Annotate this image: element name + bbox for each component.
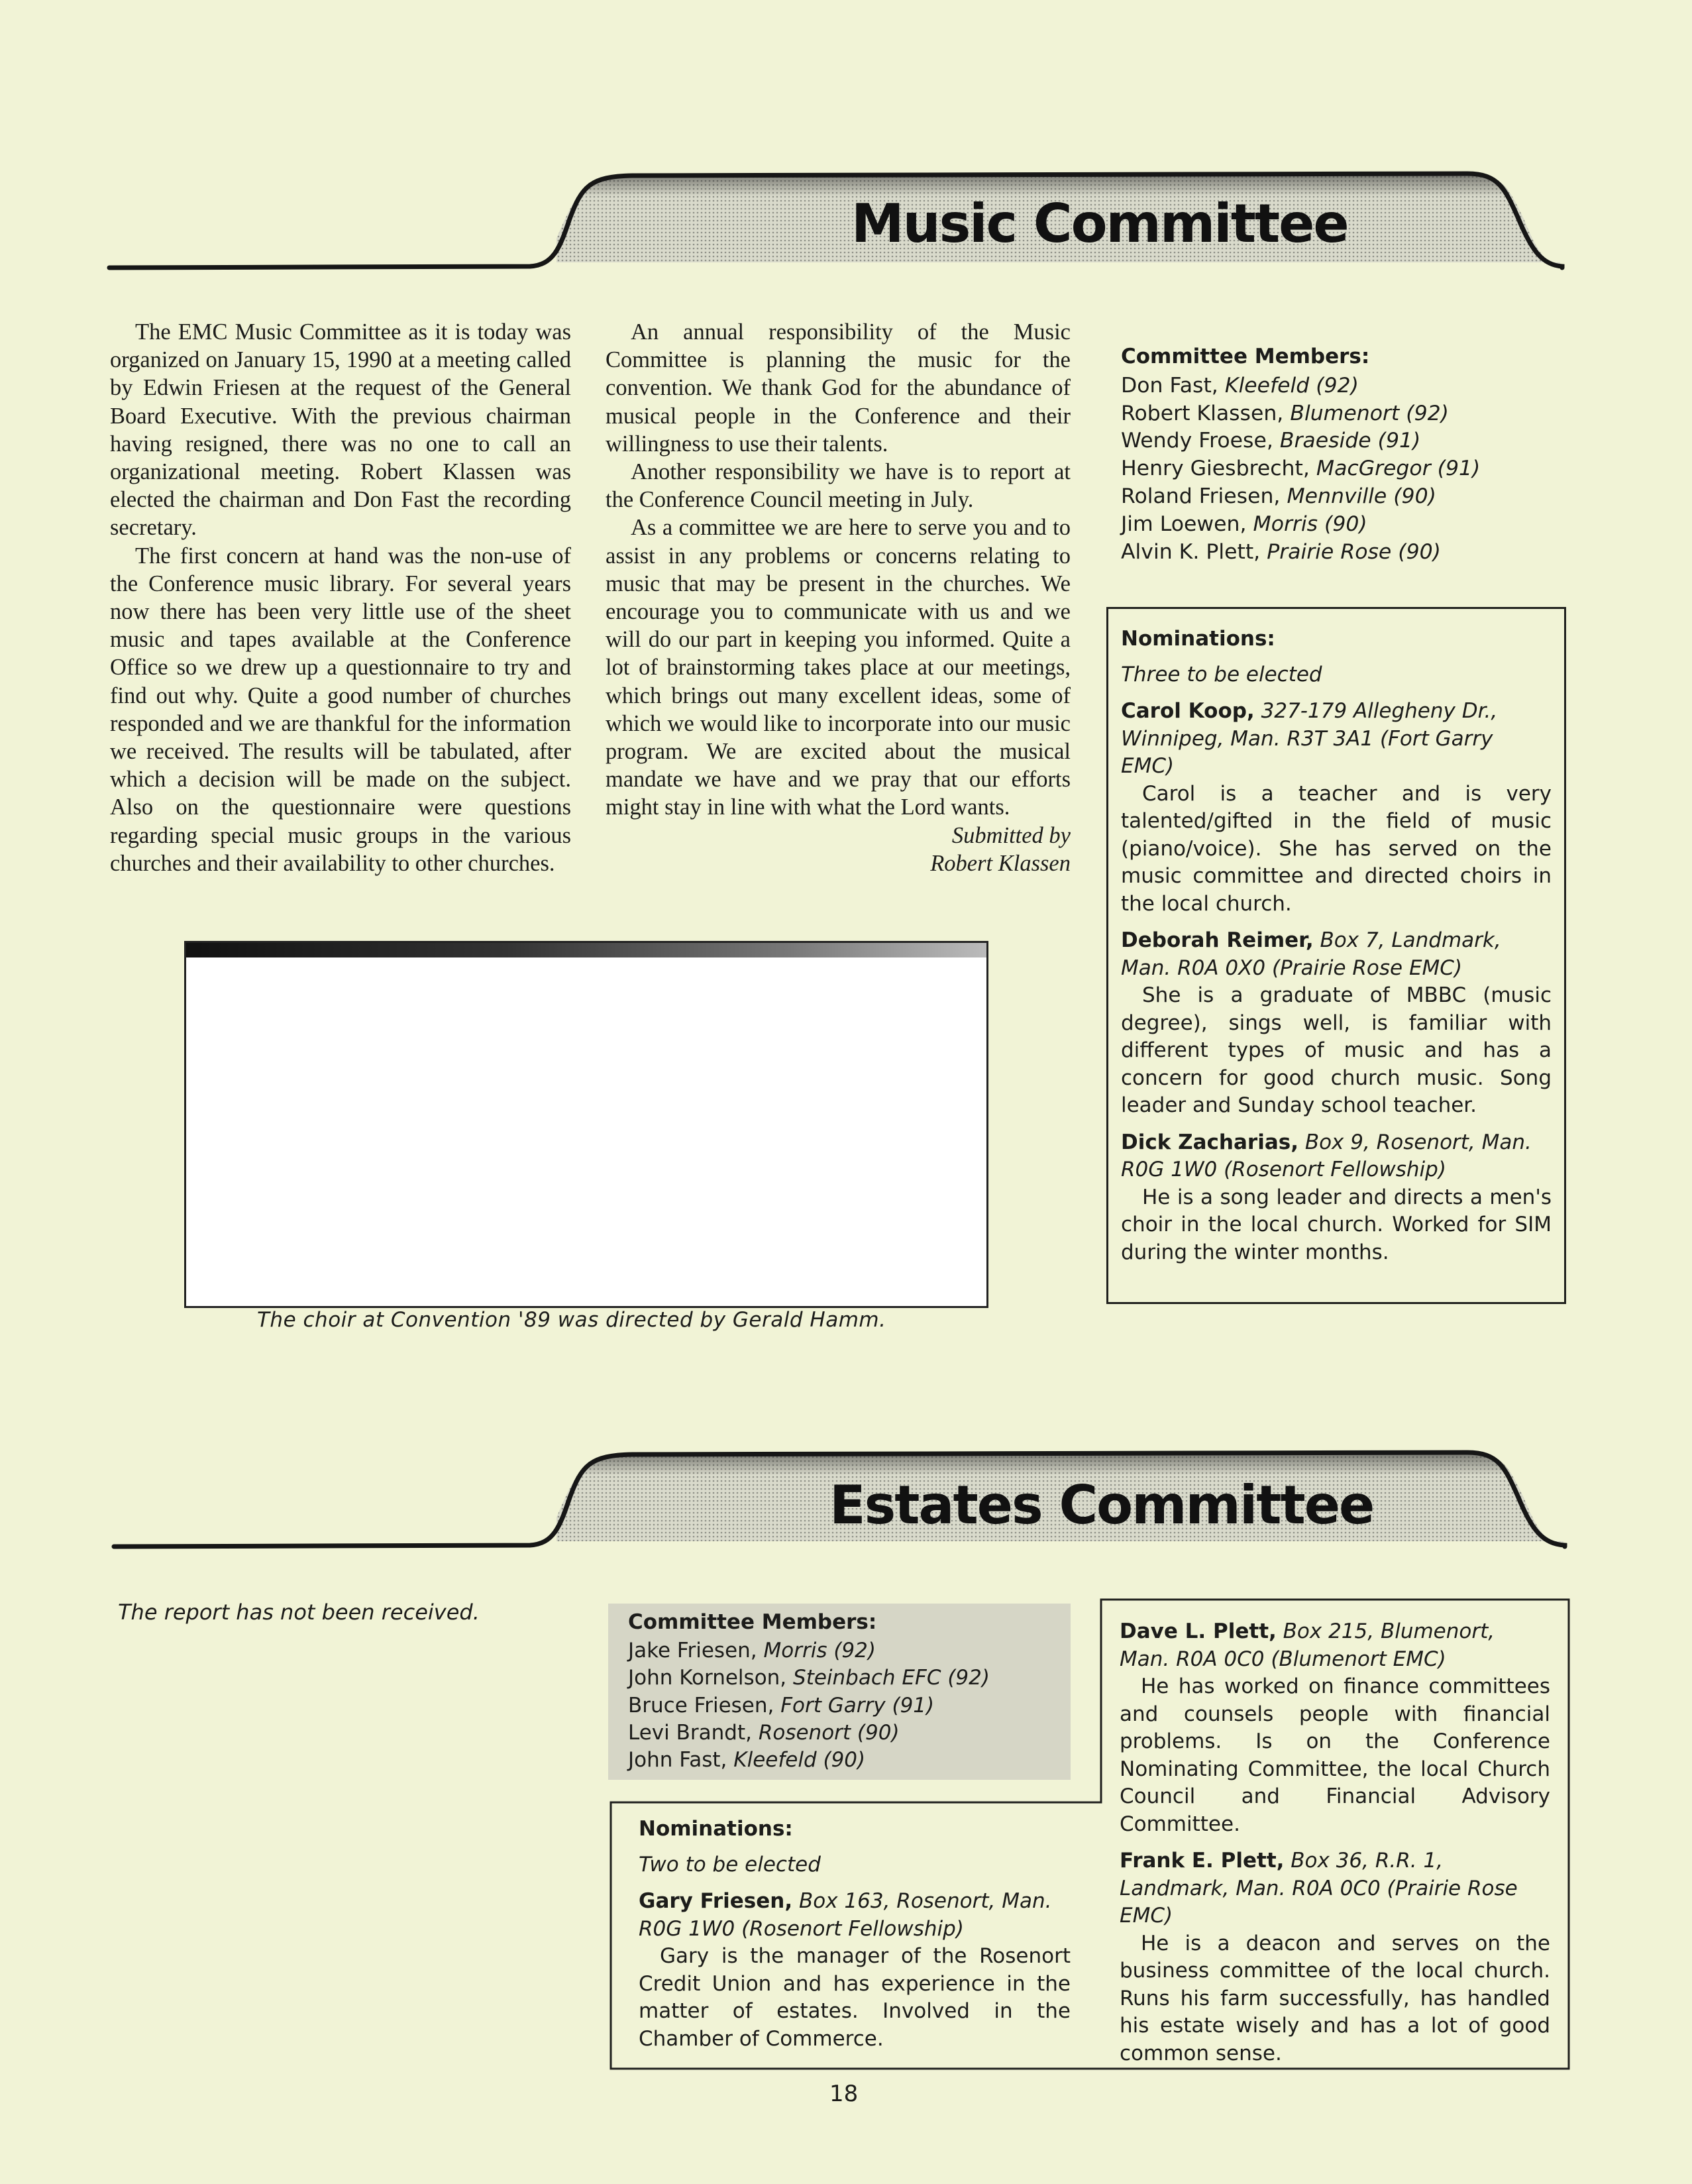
candidate-entry: Dave L. Plett, Box 215, Blumenort, Man. R0A 0C0 (Blumenort EMC) He has worked on finance committees and counsels people with financial problems. Is on the Conference Nominating Committee, the local Church Council and Financial Advisory Committee. (1120, 1619, 1550, 1836)
member-item: Alvin K. Plett, Prairie Rose (90) (1121, 539, 1441, 564)
nominations-subheading: Two to be elected (639, 1852, 821, 1877)
estates-nominations-right (1120, 1618, 1550, 2077)
members-heading: Committee Members: (1121, 345, 1370, 368)
paragraph: As a committee we are here to serve you and to assist in any problems or concerns relating to music that may be present in the churches. We encourage you to communicate with us and we will do our part in keeping you informed. Quite a lot of brainstorming takes place at our meetings, which brings out many excellent ideas, some of which we would like to incorporate into our music program. We are excited about the musical mandate we have and we pray that our efforts might stay in line with what the Lord wants. (606, 515, 1071, 820)
nominations-subheading: Three to be elected (1121, 662, 1322, 686)
candidate-entry: Frank E. Plett, Box 36, R.R. 1, Landmark, Man. R0A 0C0 (Prairie Rose EMC) He is a deacon and serves on the business committee of the local church. Runs his farm successfully, has handled his estate wisely and has a lot of good common sense. (1120, 1849, 1550, 2065)
candidate-entry: Carol Koop, 327-179 Allegheny Dr., Winnipeg, Man. R3T 3A1 (Fort Garry EMC) Carol is a teacher and is very talented/gifted in the field of music (piano/voice). She has served on the music committee and directed choirs in the local church. (1121, 699, 1552, 916)
member-item: John Fast, Kleefeld (90) (628, 1748, 866, 1773)
member-item: Bruce Friesen, Fort Garry (91) (628, 1693, 935, 1718)
music-committee-title: Music Committee (851, 193, 1348, 254)
member-item: Roland Friesen, Mennville (90) (1121, 484, 1436, 508)
estates-committee-title: Estates Committee (829, 1474, 1374, 1536)
submitted-label: Submitted by (951, 822, 1071, 848)
member-item: Jim Loewen, Morris (90) (1121, 512, 1367, 536)
member-item: Levi Brandt, Rosenort (90) (628, 1720, 900, 1745)
member-item: Robert Klassen, Blumenort (92) (1121, 401, 1449, 425)
paragraph: An annual responsibility of the Music Committee is planning the music for the convention. We thank God for the abundance of musical people in the Conference and their willingness to use their talents. (606, 319, 1071, 457)
estates-report-note: The report has not been received. (118, 1600, 480, 1625)
photo-caption: The choir at Convention '89 was directed by Gerald Hamm. (257, 1308, 886, 1332)
member-item: Henry Giesbrecht, MacGregor (91) (1121, 457, 1481, 481)
nominations-heading: Nominations: (639, 1817, 793, 1841)
member-item: Don Fast, Kleefeld (92) (1121, 373, 1359, 398)
paragraph: Another responsibility we have is to report at the Conference Council meeting in July. (606, 459, 1071, 513)
nominations-heading: Nominations: (1121, 627, 1275, 651)
member-item: Wendy Froese, Braeside (91) (1121, 429, 1421, 453)
submitted-name: Robert Klassen (930, 850, 1071, 876)
estates-nominations-left (639, 1816, 1071, 2062)
member-item: John Kornelson, Steinbach EFC (92) (628, 1666, 990, 1690)
candidate-entry: Deborah Reimer, Box 7, Landmark, Man. R0A 0X0 (Prairie Rose EMC) She is a graduate of MBBC (music degree), sings well, is familiar with different types of music and has a concern for good church music. Song leader and Sunday school teacher. (1121, 928, 1552, 1117)
candidate-entry: Gary Friesen, Box 163, Rosenort, Man. R0G 1W0 (Rosenort Fellowship) Gary is the manager of the Rosenort Credit Union and has experience in the matter of estates. Involved in the Chamber of Commerce. (639, 1889, 1071, 2051)
page-number: 18 (829, 2081, 859, 2107)
members-heading: Committee Members: (628, 1610, 877, 1634)
paragraph: The first concern at hand was the non-use of the Conference music library. For several years now there has been very little use of the sheet music and tapes available at the Conference Office so we drew up a questionnaire to try and find out why. Quite a good number of churches responded and we are thankful for the information we received. The results will be tabulated, after which a decision will be made on the subject. Also on the questionnaire were questions regarding special music groups in the various churches and their availability to other churches. (110, 543, 571, 876)
paragraph: The EMC Music Committee as it is today was organized on January 15, 1990 at a meeting called by Edwin Friesen at the request of the General Board Executive. With the previous chairman having resigned, there was no one to call an organizational meeting. Robert Klassen was elected the chairman and Don Fast the recording secretary. (110, 319, 571, 541)
candidate-entry: Dick Zacharias, Box 9, Rosenort, Man. R0G 1W0 (Rosenort Fellowship) He is a song leader and directs a men's choir in the local church. Worked for SIM during the winter months. (1121, 1130, 1552, 1264)
member-item: Jake Friesen, Morris (92) (628, 1639, 876, 1663)
